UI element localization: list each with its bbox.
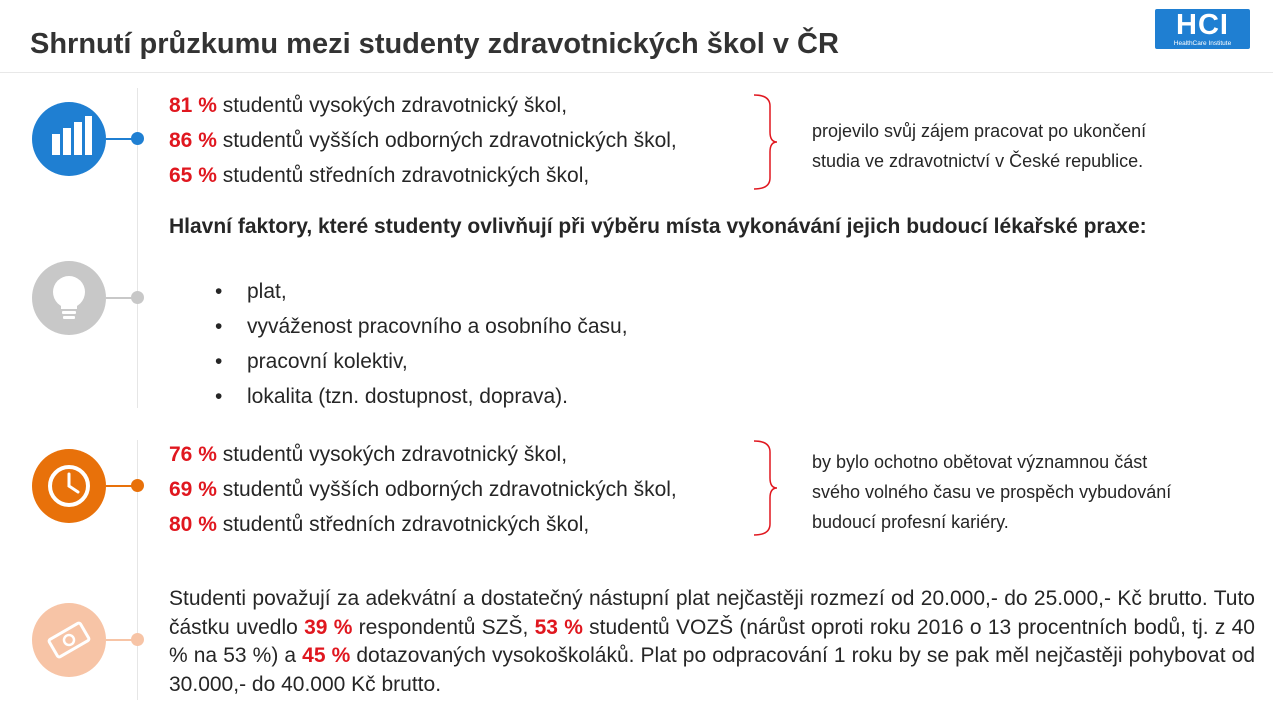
bullet-marker: •: [215, 350, 223, 373]
bullet-marker: •: [215, 280, 223, 303]
section4-connector: [106, 639, 132, 641]
note-line: by bylo ochotno obětovat významnou část: [812, 452, 1148, 472]
bullet-marker: •: [215, 385, 223, 408]
section2-connector: [106, 297, 132, 299]
percentage: 45 %: [302, 644, 351, 667]
section4-circle: [32, 603, 106, 677]
page-title: Shrnutí průzkumu mezi studenty zdravotnických škol v ČR: [30, 28, 839, 60]
section3-circle: [32, 449, 106, 523]
money-icon: [32, 603, 106, 677]
section1-connector: [106, 138, 132, 140]
note-line: svého volného času ve prospěch vybudování: [812, 482, 1172, 502]
section1-circle: [32, 102, 106, 176]
percentage: 65 %: [169, 164, 217, 187]
lightbulb-icon: [32, 261, 106, 335]
section2-heading: Hlavní faktory, které studenty ovlivňují při výběru místa vykonávání jejich budoucí lékařské praxe:: [169, 215, 1147, 238]
logo-text: HCI: [1176, 9, 1229, 41]
section3-timeline-dot: [131, 479, 144, 492]
bullet-text: plat,: [247, 280, 287, 303]
row-text: studentů středních zdravotnických škol,: [216, 513, 590, 536]
section3-note: [812, 447, 1171, 537]
section3-row: [169, 443, 567, 467]
percentage: 81 %: [169, 94, 217, 117]
section3-connector: [106, 485, 132, 487]
section3-brace: [752, 438, 780, 538]
bullet-text: lokalita (tzn. dostupnost, doprava).: [247, 385, 569, 408]
note-line: studia ve zdravotnictví v České republice.: [812, 151, 1144, 171]
section1-timeline-dot: [131, 132, 144, 145]
note-line: budoucí profesní kariéry.: [812, 512, 1009, 532]
bar-chart-icon: [32, 102, 106, 176]
row-text: studentů vyšších odborných zdravotnických škol,: [216, 129, 677, 152]
section1-brace: [752, 92, 780, 192]
percentage: 76 %: [169, 443, 217, 466]
section3-row: [169, 513, 589, 537]
section2-timeline-dot: [131, 291, 144, 304]
percentage: 39 %: [304, 615, 353, 639]
note-line: projevilo svůj zájem pracovat po ukončení: [812, 121, 1147, 141]
row-text: studentů vysokých zdravotnický škol,: [216, 443, 568, 466]
bullet-text: vyváženost pracovního a osobního času,: [247, 315, 628, 338]
logo-subtext: HealthCare Institute: [1173, 40, 1232, 47]
paragraph-text: respondentů SZŠ,: [352, 615, 535, 639]
clock-icon: [32, 449, 106, 523]
paragraph-text: dotazovaných vysokoškoláků. Plat po odpracování 1 roku by se pak měl nejčastěji pohybovat od 30.000,- do 40.000 Kč brutto.: [169, 644, 1256, 696]
section1-row: [169, 94, 567, 118]
row-text: studentů vyšších odborných zdravotnických škol,: [216, 478, 677, 501]
percentage: 80 %: [169, 513, 217, 536]
section1-note: [812, 116, 1146, 176]
section4-timeline-dot: [131, 633, 144, 646]
bullet-marker: •: [215, 315, 223, 338]
section1-row: [169, 129, 677, 153]
row-text: studentů středních zdravotnických škol,: [216, 164, 590, 187]
bullet-text: pracovní kolektiv,: [247, 350, 408, 373]
paragraph-text: studentů VOZŠ (nárůst oproti roku 2016 o 13 procentních bodů, tj. z 40 % na 53 %) a: [169, 615, 1255, 667]
section1-row: [169, 164, 589, 188]
percentage: 53 %: [534, 615, 583, 639]
row-text: studentů vysokých zdravotnický škol,: [216, 94, 568, 117]
section4-paragraph: [169, 585, 1255, 699]
section2-circle: [32, 261, 106, 335]
hci-logo: [1155, 9, 1250, 49]
percentage: 69 %: [169, 478, 217, 501]
paragraph-text: Studenti považují za adekvátní a dostatečný nástupní plat nejčastěji rozmezí od 20.000,- do 25.000,- Kč brutto. Tuto částku uvedlo: [169, 587, 1255, 639]
section3-row: [169, 478, 677, 502]
header-divider: [0, 72, 1273, 73]
percentage: 86 %: [169, 129, 217, 152]
